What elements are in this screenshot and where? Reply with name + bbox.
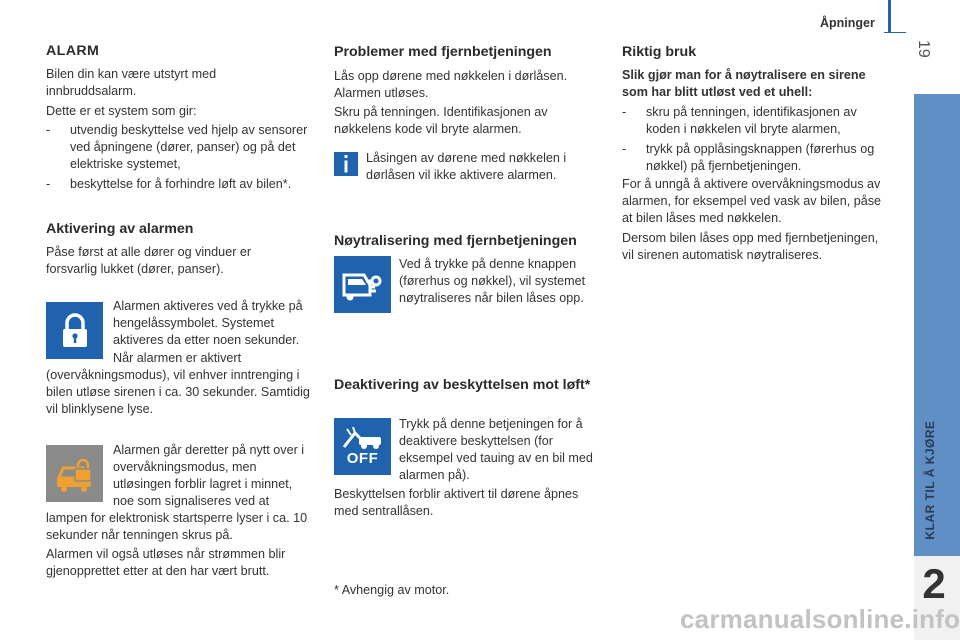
lock-text: Alarmen aktiveres ved å trykke på hengelåssymbolet. Systemet aktiveres da etter noen sekunder. bbox=[113, 299, 303, 347]
cab-and-key-icon bbox=[334, 256, 391, 313]
padlock-icon bbox=[46, 302, 103, 359]
footnote: * Avhengig av motor. bbox=[334, 583, 450, 597]
correct-use-text-2: Dersom bilen låses opp med fjernbetjeningen, vil sirenen automatisk nøytraliseres. bbox=[622, 231, 879, 262]
alarm-title: ALARM bbox=[46, 43, 100, 59]
list-item: - skru på tenningen, identifikasjonen av koden i nøkkelen vil bryte alarmen, bbox=[622, 105, 857, 136]
list-item: - trykk på opplåsingsknappen (førerhus og nøkkel) på fjernbetjeningen. bbox=[622, 142, 875, 173]
correct-use-title: Riktig bruk bbox=[622, 44, 697, 60]
alarm-intro-2: Dette er et system som gir: bbox=[46, 104, 197, 118]
lift-protection-text: Trykk på denne betjeningen for å deaktivere beskyttelsen (for eksempel ved tauing av en bil med alarmen på). bbox=[399, 417, 593, 482]
neutralisation-title: Nøytralisering med fjernbetjeningen bbox=[334, 233, 577, 249]
page-number: 19 bbox=[915, 40, 932, 58]
remote-problems-title: Problemer med fjernbetjeningen bbox=[334, 44, 552, 60]
immobiliser-warning-icon bbox=[46, 445, 103, 502]
alarm-intro: Bilen din kan være utstyrt med innbruddsalarm. bbox=[46, 67, 217, 98]
off-label: OFF bbox=[346, 450, 379, 467]
armed-text: (overvåkningsmodus), vil enhver inntrenging i bilen utløse sirenen i ca. 30 sekunder. Samtidig vil blinklysene lyse. bbox=[46, 368, 310, 416]
correct-use-subtitle: Slik gjør man for å nøytralisere en sirene som har blitt utløst ved et uhell: bbox=[622, 68, 866, 99]
neutralisation-text: Ved å trykke på denne knappen (førerhus og nøkkel), vil systemet nøytraliseres når bilen låses opp. bbox=[399, 257, 586, 305]
chapter-number: 2 bbox=[922, 560, 946, 607]
info-note: Låsingen av dørene med nøkkelen i dørlåsen vil ikke aktivere alarmen. bbox=[366, 151, 567, 182]
remote-problems-text-1: Lås opp dørene med nøkkelen i dørlåsen. Alarmen utløses. bbox=[334, 69, 568, 100]
chapter-title: KLAR TIL Å KJØRE bbox=[923, 420, 937, 540]
section-header: Åpninger bbox=[820, 16, 875, 30]
info-icon bbox=[334, 152, 358, 176]
activation-title: Aktivering av alarmen bbox=[46, 221, 194, 237]
power-text: Alarmen vil også utløses når strømmen blir gjenopprettet etter at den har vært brutt. bbox=[46, 547, 286, 578]
armed-text-start: Når alarmen er aktivert bbox=[113, 351, 242, 365]
lift-protection-off-icon bbox=[334, 418, 391, 475]
list-item: - beskyttelse for å forhindre løft av bilen*. bbox=[46, 177, 292, 191]
remote-problems-text-2: Skru på tenningen. Identifikasjonen av nøkkelens kode vil bryte alarmen. bbox=[334, 105, 548, 136]
header-rule-horizontal bbox=[884, 32, 906, 33]
correct-use-text-1: For å unngå å aktivere overvåkningsmodus av alarmen, for eksempel ved vask av bilen, påse at bilen låses med nøkkelen. bbox=[622, 177, 882, 225]
lift-protection-note: Beskyttelsen forblir aktivert til dørene åpnes med sentrallåsen. bbox=[334, 487, 579, 518]
alarm-bullet-list bbox=[46, 122, 308, 193]
list-item: - utvendig beskyttelse ved hjelp av sensorer ved åpningene (dører, panser) og på det elektriske systemet, bbox=[46, 123, 308, 171]
rearm-text-start: Alarmen går deretter på nytt over i overvåkningsmodus, men utløsingen forblir lagret i minnet, noe som signaliseres ved at bbox=[113, 443, 305, 508]
rearm-text: lampen for elektronisk startsperre lyser i ca. 10 sekunder når tenningen skrus på. bbox=[46, 511, 308, 542]
watermark: carmanualsonline.info bbox=[680, 604, 960, 634]
header-rule bbox=[888, 0, 891, 32]
lift-protection-title: Deaktivering av beskyttelsen mot løft* bbox=[334, 377, 591, 393]
correct-use-list bbox=[622, 104, 890, 175]
activation-text: Påse først at alle dører og vinduer er forsvarlig lukket (dører, panser). bbox=[46, 245, 252, 276]
